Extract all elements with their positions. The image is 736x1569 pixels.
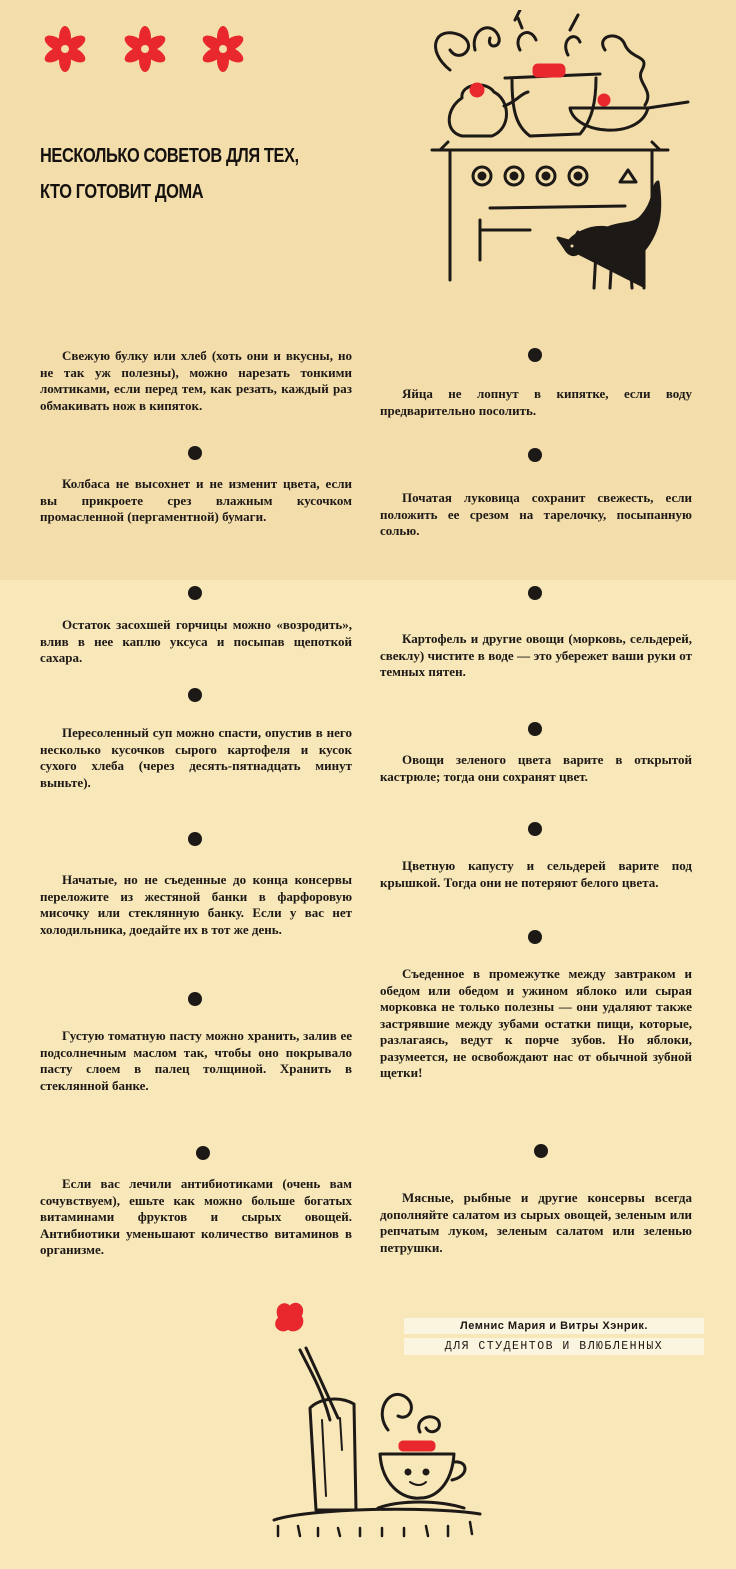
cup-icon [380,1454,454,1498]
bullet-dot-icon [534,1144,548,1158]
steam-swirl-icon [603,36,648,105]
bullet-dot-icon [528,586,542,600]
tip-left-7: Если вас лечили антибиотиками (очень вам сочувствуем), ешьте как можно больше богатых витаминами фруктов и сырых овощей. Антибиотики уменьшают количество витаминов в организме. [40,1176,352,1257]
tip-right-1: Яйца не лопнут в кипятке, если воду предварительно посолить. [380,386,692,418]
tip-left-1: Свежую булку или хлеб (хоть они и вкусны, но не так уж полезны), можно нарезать тонкими ломтиками, если перед тем, как резать, каждый раз обмакивать нож в кипяток. [40,348,352,413]
tip-left-3: Остаток засохшей горчицы можно «возродить», влив в нее каплю уксуса и посыпав щепоткой сахара. [40,617,352,665]
steam-swirl-icon [566,15,580,55]
straw-icon [300,1350,330,1420]
credit-author: Лемнис Мария и Витры Хэнрик. [404,1318,704,1334]
tip-left-2: Колбаса не высохнет и не изменит цвета, если вы прикроете срез влажным кусочком промасленной (пергаментной) бумаги. [40,476,352,524]
steam-swirl-icon [515,10,522,28]
flower-icon [198,22,248,76]
credit-book-title: ДЛЯ СТУДЕНТОВ И ВЛЮБЛЕННЫХ [404,1338,704,1355]
bullet-dot-icon [188,446,202,460]
flower-icon [40,22,90,76]
bullet-dot-icon [188,992,202,1006]
pan-icon [570,102,688,130]
tip-right-6: Съеденное в промежутке между завтраком и обедом или обедом и ужином яблоко или сырая морковка не только полезны — они удаляют также застрявшие между зубами остатки пищи, которые, разлагаясь, ведут к порче зубов. Но яблоки, разумеется, не освобождают нас от обычной зубной щетки! [380,966,692,1080]
tip-right-3: Картофель и другие овощи (морковь, сельдерей, свеклу) чистите в воде — это убережет ваши руки от темных пятен. [380,631,692,679]
tip-left-5: Начатые, но не съеденные до конца консервы переложите из жестяной банки в фарфоровую мисочку или стеклянную банку. Если у вас нет холодильника, доедайте их в тот же день. [40,872,352,937]
steam-swirl-icon [436,33,469,70]
red-flower-icon [277,1304,302,1330]
bullet-dot-icon [188,586,202,600]
source-credit [404,1318,704,1355]
bullet-dot-icon [188,688,202,702]
bullet-dot-icon [528,930,542,944]
steam-swirl-icon [518,33,536,50]
title-line-1: НЕСКОЛЬКО СОВЕТОВ ДЛЯ ТЕХ, [40,145,299,167]
table-icon [274,1509,480,1520]
tip-left-4: Пересоленный суп можно спасти, опустив в него несколько кусочков сырого картофеля и кусок сухого хлеба (через десять-пятнадцать минут выньте). [40,725,352,790]
tip-right-7: Мясные, рыбные и другие консервы всегда дополняйте салатом из сырых овощей, зеленым или репчатым луком, зеленым салатом или зеленью петрушки. [380,1190,692,1255]
steam-swirl-icon [382,1394,411,1430]
tip-left-6: Густую томатную пасту можно хранить, залив ее подсолнечным маслом так, чтобы оно покрывало пасту слоем в палец толщиной. Хранить в стеклянной банке. [40,1028,352,1093]
saucer-icon [378,1502,464,1508]
tip-right-4: Овощи зеленого цвета варите в открытой кастрюле; тогда они сохранят цвет. [380,752,692,784]
bullet-dot-icon [528,722,542,736]
glass-icon [310,1399,356,1510]
decorative-flowers [40,22,250,82]
bullet-dot-icon [528,822,542,836]
tip-right-5: Цветную капусту и сельдерей варите под крышкой. Тогда они не потеряют белого цвета. [380,858,692,890]
bullet-dot-icon [196,1146,210,1160]
stove-cat-illustration [420,10,700,300]
tip-right-2: Початая луковица сохранит свежесть, если положить ее срезом на тарелочку, посыпанную солью. [380,490,692,538]
bullet-dot-icon [528,348,542,362]
steam-swirl-icon [419,1417,440,1432]
title-line-2: КТО ГОТОВИТ ДОМА [40,181,204,203]
bullet-dot-icon [188,832,202,846]
flower-icon [120,22,170,76]
bullet-dot-icon [528,448,542,462]
page-title [40,138,311,210]
steam-swirl-icon [474,28,499,50]
